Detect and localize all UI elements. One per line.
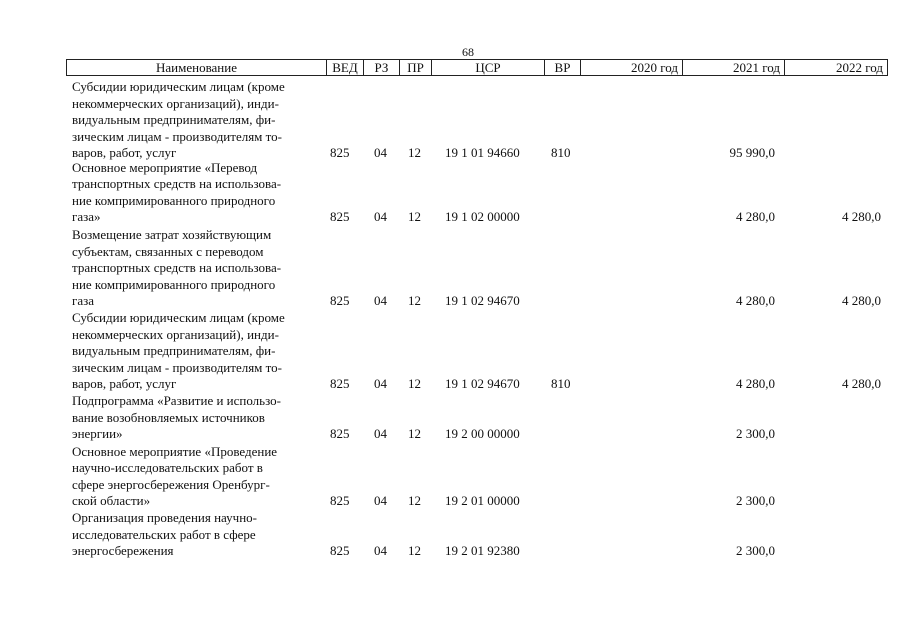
table-row bbox=[0, 393, 905, 443]
header-ved: ВЕД bbox=[326, 60, 363, 75]
name-line: варов, работ, услуг bbox=[72, 376, 177, 392]
name-line: Субсидии юридическим лицам (кроме bbox=[72, 79, 285, 95]
header-rz: РЗ bbox=[363, 60, 399, 75]
cell-csr: 19 1 02 94670 bbox=[445, 376, 520, 392]
name-line: Возмещение затрат хозяйствующим bbox=[72, 227, 272, 243]
cell-vr: 810 bbox=[551, 145, 571, 161]
row-name bbox=[72, 510, 322, 560]
cell-pr: 12 bbox=[408, 543, 421, 559]
header-2020: 2020 год bbox=[580, 60, 682, 75]
name-line: зическим лицам - производителям то- bbox=[72, 359, 282, 375]
cell-pr: 12 bbox=[408, 293, 421, 309]
cell-vr: 810 bbox=[551, 376, 571, 392]
header-csr: ЦСР bbox=[431, 60, 544, 75]
name-line: транспортных средств на использова- bbox=[72, 260, 282, 276]
cell-2021: 2 300,0 bbox=[736, 426, 775, 442]
name-line: ние компримированного природного bbox=[72, 276, 276, 292]
cell-2021: 4 280,0 bbox=[736, 293, 775, 309]
name-line: научно-исследовательских работ в bbox=[72, 460, 263, 476]
cell-pr: 12 bbox=[408, 426, 421, 442]
cell-2021: 4 280,0 bbox=[736, 376, 775, 392]
cell-csr: 19 1 02 00000 bbox=[445, 209, 520, 225]
name-line: газа bbox=[72, 293, 95, 309]
cell-csr: 19 2 01 00000 bbox=[445, 493, 520, 509]
name-line: энергосбережения bbox=[72, 543, 174, 559]
header-pr: ПР bbox=[399, 60, 431, 75]
name-line: вание возобновляемых источников bbox=[72, 409, 265, 425]
cell-2022: 4 280,0 bbox=[842, 376, 881, 392]
cell-ved: 825 bbox=[330, 209, 350, 225]
name-line: Организация проведения научно- bbox=[72, 510, 257, 526]
name-line: исследовательских работ в сфере bbox=[72, 526, 256, 542]
table-row bbox=[0, 310, 905, 393]
cell-rz: 04 bbox=[374, 145, 387, 161]
name-line: видуальным предпринимателям, фи- bbox=[72, 343, 276, 359]
name-line: ние компримированного природного bbox=[72, 192, 276, 208]
cell-2021: 4 280,0 bbox=[736, 209, 775, 225]
cell-ved: 825 bbox=[330, 145, 350, 161]
cell-2022: 4 280,0 bbox=[842, 293, 881, 309]
name-line: некоммерческих организаций), инди- bbox=[72, 326, 279, 342]
cell-ved: 825 bbox=[330, 426, 350, 442]
name-line: транспортных средств на использова- bbox=[72, 176, 282, 192]
cell-rz: 04 bbox=[374, 426, 387, 442]
header-2022: 2022 год bbox=[784, 60, 887, 75]
header-name: Наименование bbox=[156, 60, 237, 75]
name-line: Субсидии юридическим лицам (кроме bbox=[72, 310, 285, 326]
cell-rz: 04 bbox=[374, 293, 387, 309]
name-line: ской области» bbox=[72, 493, 151, 509]
cell-2021: 95 990,0 bbox=[729, 145, 775, 161]
cell-csr: 19 2 00 00000 bbox=[445, 426, 520, 442]
header-2021: 2021 год bbox=[682, 60, 784, 75]
name-line: газа» bbox=[72, 209, 101, 225]
cell-rz: 04 bbox=[374, 493, 387, 509]
cell-rz: 04 bbox=[374, 209, 387, 225]
cell-rz: 04 bbox=[374, 376, 387, 392]
cell-csr: 19 1 02 94670 bbox=[445, 293, 520, 309]
name-line: сфере энергосбережения Оренбург- bbox=[72, 476, 270, 492]
cell-csr: 19 1 01 94660 bbox=[445, 145, 520, 161]
table-row bbox=[0, 510, 905, 560]
cell-pr: 12 bbox=[408, 493, 421, 509]
table-row bbox=[0, 443, 905, 510]
cell-rz: 04 bbox=[374, 543, 387, 559]
row-name bbox=[72, 444, 322, 510]
name-line: некоммерческих организаций), инди- bbox=[72, 95, 279, 111]
cell-pr: 12 bbox=[408, 209, 421, 225]
page-number: 68 bbox=[462, 45, 474, 59]
name-line: варов, работ, услуг bbox=[72, 145, 177, 161]
table-row bbox=[0, 226, 905, 310]
cell-ved: 825 bbox=[330, 376, 350, 392]
name-line: Основное мероприятие «Перевод bbox=[72, 159, 258, 175]
cell-ved: 825 bbox=[330, 493, 350, 509]
row-name bbox=[72, 160, 322, 226]
cell-pr: 12 bbox=[408, 145, 421, 161]
table-header bbox=[66, 59, 888, 76]
row-name bbox=[72, 79, 322, 162]
name-line: Подпрограмма «Развитие и использо- bbox=[72, 393, 281, 409]
row-name bbox=[72, 227, 322, 310]
cell-ved: 825 bbox=[330, 293, 350, 309]
table-row bbox=[0, 78, 905, 162]
cell-2021: 2 300,0 bbox=[736, 493, 775, 509]
name-line: зическим лицам - производителям то- bbox=[72, 128, 282, 144]
cell-ved: 825 bbox=[330, 543, 350, 559]
cell-pr: 12 bbox=[408, 376, 421, 392]
name-line: субъектам, связанных с переводом bbox=[72, 243, 264, 259]
row-name bbox=[72, 393, 322, 443]
cell-2021: 2 300,0 bbox=[736, 543, 775, 559]
cell-2022: 4 280,0 bbox=[842, 209, 881, 225]
name-line: Основное мероприятие «Проведение bbox=[72, 443, 278, 459]
name-line: видуальным предпринимателям, фи- bbox=[72, 112, 276, 128]
table-row bbox=[0, 159, 905, 226]
name-line: энергии» bbox=[72, 426, 123, 442]
row-name bbox=[72, 310, 322, 393]
cell-csr: 19 2 01 92380 bbox=[445, 543, 520, 559]
header-vr: ВР bbox=[544, 60, 580, 75]
